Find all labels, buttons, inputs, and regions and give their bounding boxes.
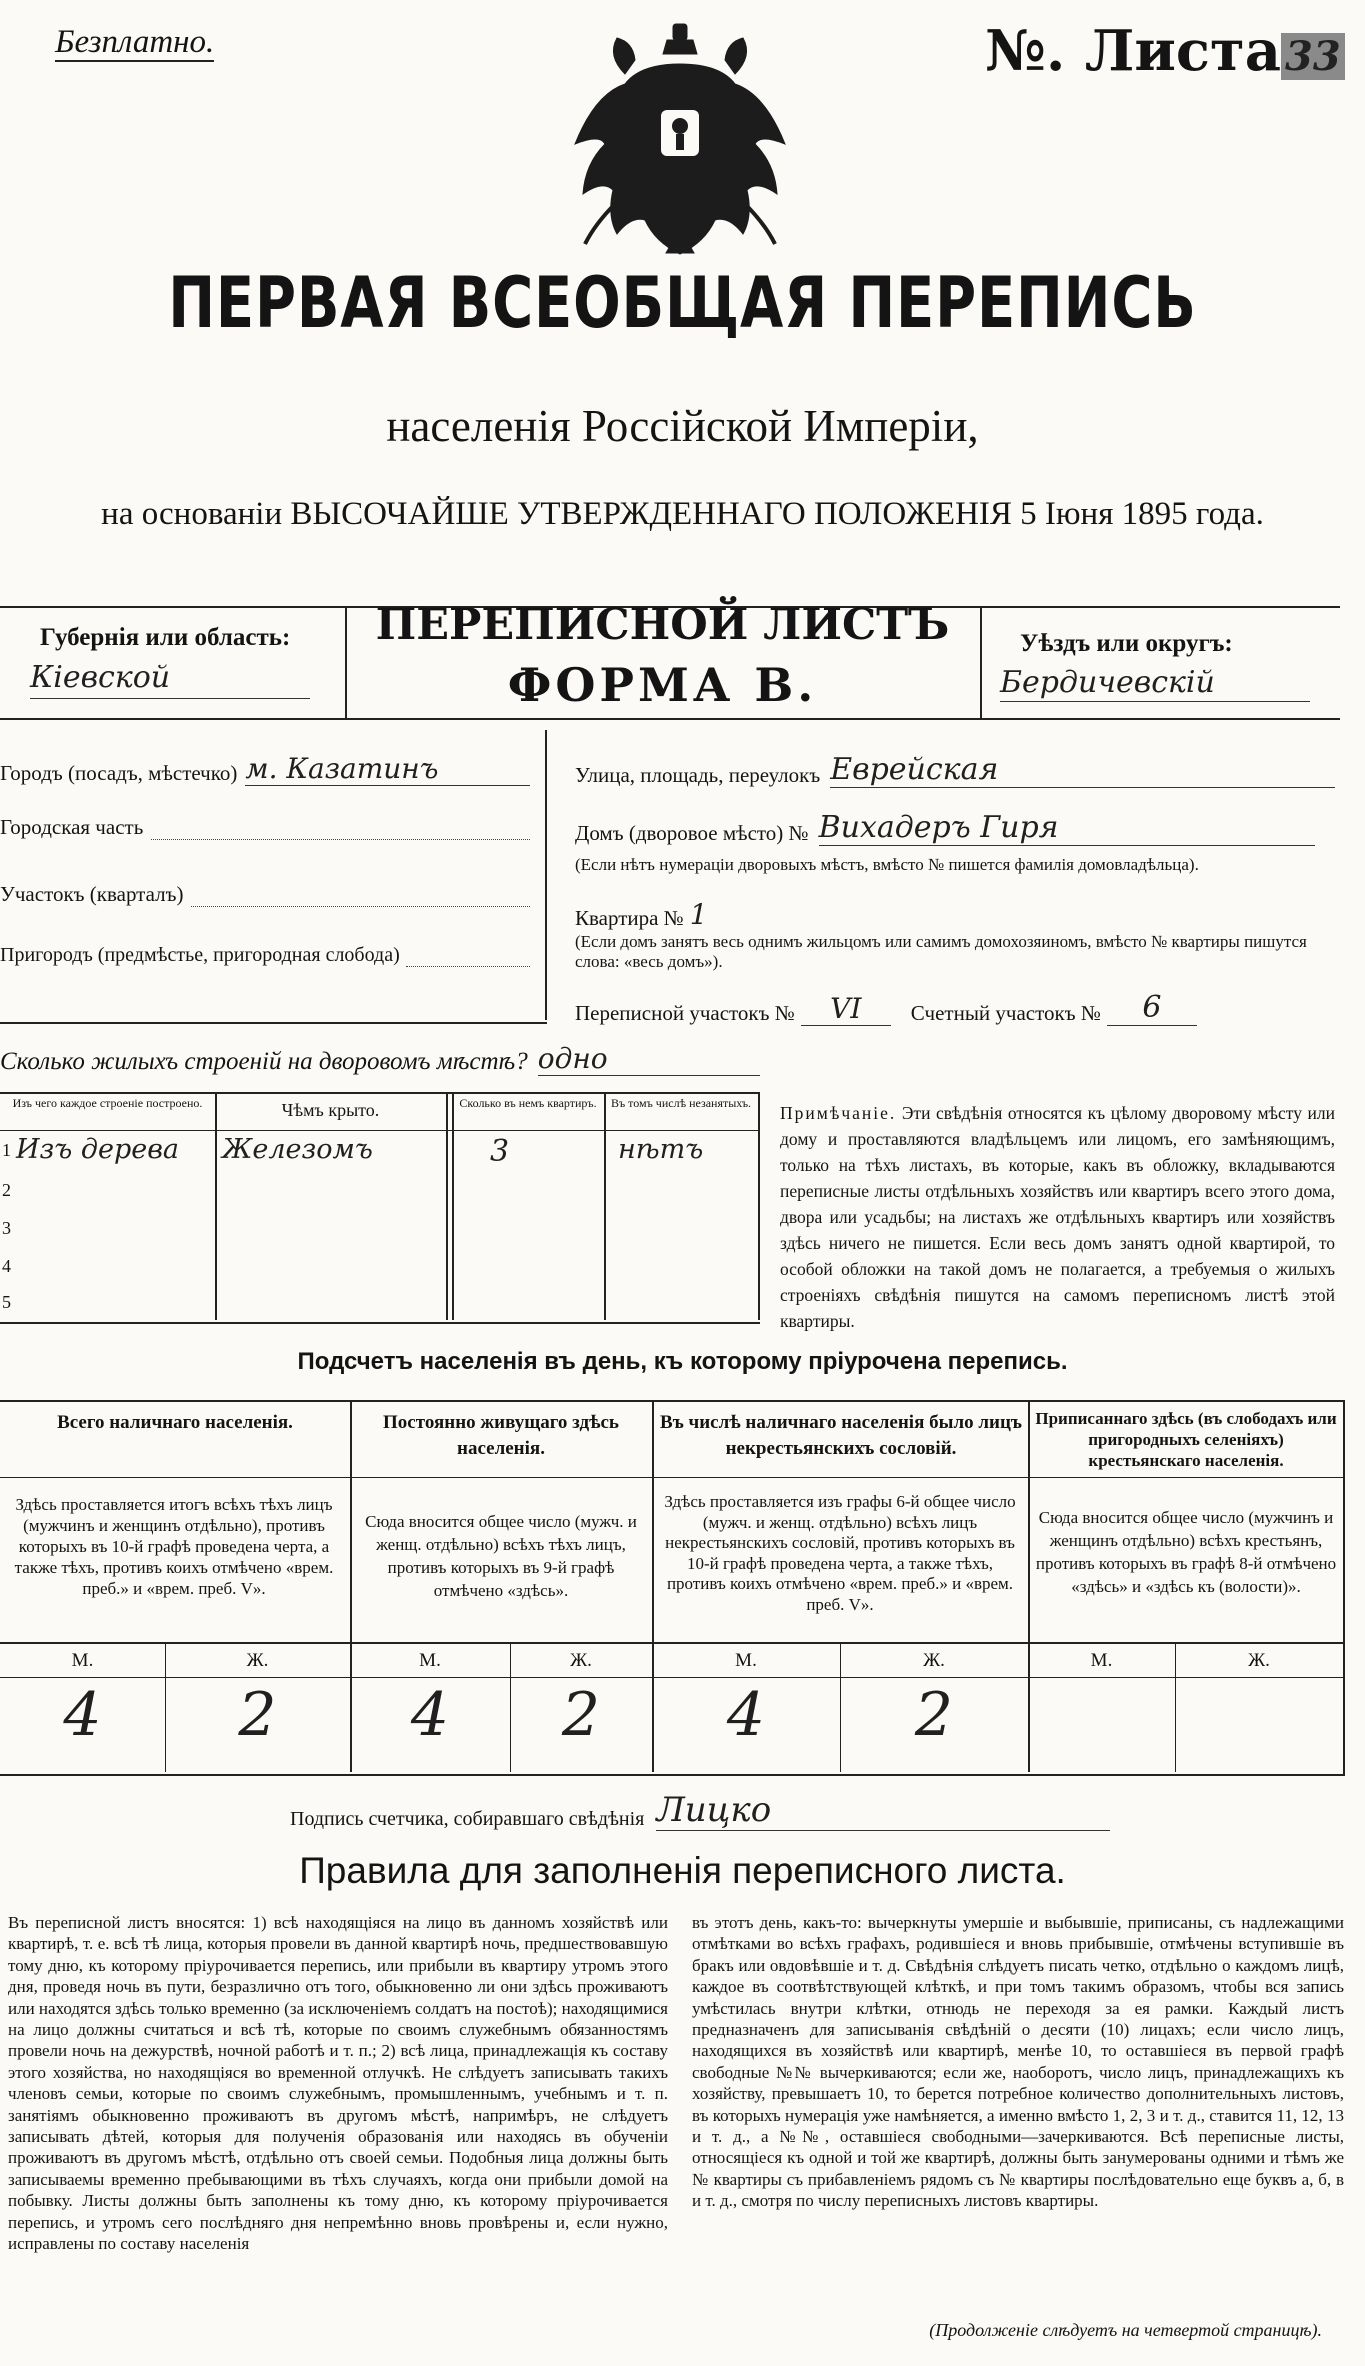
main-title: ПЕРВАЯ ВСЕОБЩАЯ ПЕРЕПИСЬ (168, 262, 1197, 344)
form-type: ФОРМА В. (507, 658, 818, 712)
rules-right-column: въ этотъ день, какъ-то: вычеркнуты умершіе и выбывшіе, приписаны, съ надлежащими отмѣтками во всѣхъ графахъ, родившіеся и вновь прибывшіе, отмѣчены вступившіе въ бракъ или овдовѣвшіе и т. д. Свѣдѣнія слѣдуетъ писать четко, отдѣльно о каждомъ лицѣ, каждое въ соотвѣтствующей клѣткѣ, и при томъ такимъ образомъ, чтобы вся запись умѣстилась внутри клѣтки, отнюдь не переходя за ея рамки. Каждый листъ предназначенъ для записыванія свѣдѣній о десяти (10) лицахъ; если число лицъ, находящихся въ хозяйствѣ или квартирѣ, менѣе 10, то оставшіеся въ первой графѣ свободные №№ вычеркиваются; если же, наоборотъ, число лицъ, принадлежащихъ къ хозяйству, превышаетъ 10, то берется потребное количество дополнительныхъ листовъ, въ которыхъ нумерація уже намѣняется, а именно вмѣсто 1, 2, 3 и т. д., ставится 11, 12, 13 и т. д., а №№, оставшіеся свободными—зачеркиваются. Всѣ переписные листы, относящіеся къ одной и той же квартирѣ, должны быть занумерованы одними и тѣмъ же № квартиры съ прибавленіемъ рядомъ съ № квартиры послѣдовательно еще буквъ а, б, в и т. д., смотря по числу переписныхъ листовъ квартиры. (692, 1913, 1344, 2211)
buildings-question: Сколько жилыхъ строеній на дворовомъ мѣстѣ? (0, 1048, 528, 1075)
buildings-answer: одно (538, 1042, 760, 1076)
count-table: Всего наличнаго населенія. Здѣсь проставляется итогъ всѣхъ тѣхъ лицъ (мужчинъ и женщинъ отдѣльно), противъ которыхъ въ 10-й графѣ проведена черта, а также тѣхъ, противъ коихъ отмѣчено «врем. преб.» и «врем. преб. V». М. Ж. 4 2 Постоянно живущаго здѣсь населенія. Сюда вносится общее число (мужч. и женщ. отдѣльно) всѣхъ тѣхъ лицъ, противъ которыхъ въ 9-й графѣ отмѣчено «здѣсь». М. Ж. 4 2 Въ числѣ наличнаго населенія было лицъ некрестьянскихъ сословій. Здѣсь проставляется изъ графы 6-й общее число (мужч. и женщ. отдѣльно) всѣхъ лицъ некрестьянскихъ сословій, противъ которыхъ въ 10-й графѣ проведена черта, а также тѣхъ, противъ коихъ отмѣчено «врем. преб.» и «врем. преб. V». М. Ж. 4 2 Приписаннаго здѣсь (въ слободахъ или пригородныхъ селеніяхъ) крестьянскаго населенія. Сюда вносится общее число (мужчинъ и женщинъ отдѣльно) всѣхъ крестьянъ, противъ которыхъ въ графѣ 8-й отмѣчено «здѣсь» и «здѣсь къ (волости)». М. Ж. (0, 1400, 1345, 1776)
apt-label: Квартира № (575, 906, 684, 930)
buildings-note (780, 1100, 1335, 1334)
count-heading: Подсчетъ населенія въ день, къ которому пріурочена перепись. (297, 1348, 1068, 1375)
note-head: Примѣчаніе. (780, 1103, 897, 1123)
census-district-row (575, 990, 1335, 1026)
district-row (0, 882, 530, 907)
census-district-value: VI (801, 992, 891, 1026)
count-district-label: Счетный участокъ № (910, 1001, 1101, 1025)
apt-row (575, 898, 1335, 931)
col-apts-head: Сколько въ немъ квартиръ. (459, 1096, 597, 1110)
count-col-2-text: Сюда вносится общее число (мужч. и женщ. отдѣльно) всѣхъ тѣхъ лицъ, противъ которыхъ въ 9-й графѣ отмѣчено «здѣсь». (365, 1512, 637, 1600)
apt-value: 1 (689, 898, 708, 931)
table-row: 1 Изъ дерева Железомъ 3 нѣтъ (2, 1134, 704, 1169)
count-col-2-f: 2 (561, 1680, 601, 1750)
city-row (0, 752, 530, 786)
rules-left-column: Въ переписной листъ вносятся: 1) всѣ находящіяся на лицо въ данномъ хозяйствѣ или квартирѣ, т. е. всѣ тѣ лица, которыя провели въ данной квартирѣ ночь, предшествовавшую тому дню, къ которому пріурочивается перепись, или прибыли въ квартиру утромъ этого дня, проведя ночь въ пути, безразлично отъ того, обыкновенно ли они здѣсь проживаютъ или находятся здѣсь только временно (за исключеніемъ солдатъ на постоѣ); находящимися на лицо должны считаться и всѣ тѣ, которые по своимъ служебнымъ обязанностямъ провели ночь на дежурствѣ, ночной работѣ и т. п.; 2) всѣ лица, принадлежащія къ составу этого хозяйства, но находящіяся во временной отлучкѣ. Не слѣдуетъ записывать такихъ членовъ семьи, которые по своимъ служебнымъ, промышленнымъ, учебнымъ и т. п. занятіямъ обыкновенно проживаютъ въ другомъ мѣстѣ, напримѣръ, не слѣдуетъ записывать дѣтей, которыя для полученія образованія или находясь въ обученіи проживаютъ въ другомъ мѣстѣ, отдѣльно отъ своей семьи. Подобныя лица должны быть записываемы временно пребывающими въ тѣхъ случаяхъ, когда они прибыли домой на побывку. Листы должны быть заполнены къ тому дню, къ которому пріурочивается перепись, и утромъ сего послѣдняго дня непремѣнно вновь провѣрены и, если нужно, исправлены по составу населенія (8, 1913, 668, 2254)
count-district-value: 6 (1107, 990, 1197, 1026)
signature-row (290, 1790, 1110, 1831)
sheet-number-value: 33 (1281, 33, 1345, 80)
table-row: 2 (2, 1180, 11, 1200)
house-value: Вихадеръ Гиря (819, 810, 1315, 846)
table-row: 5 (2, 1292, 11, 1312)
house-note: (Если нѣтъ нумераціи дворовыхъ мѣстъ, вмѣсто № пишется фамилія домовладѣльца). (575, 855, 1199, 874)
basis-line: на основаніи ВЫСОЧАЙШЕ УТВЕРЖДЕННАГО ПОЛОЖЕНІЯ 5 Іюня 1895 года. (101, 496, 1264, 532)
buildings-question-row (0, 1042, 760, 1076)
gubernia-label: Губернія или область: (40, 624, 291, 651)
table-row: 3 (2, 1218, 11, 1238)
subtitle: населенія Россійской Имперіи, (386, 401, 979, 451)
count-col-3-text: Здѣсь проставляется изъ графы 6-й общее число (мужч. и женщ. отдѣльно) всѣхъ лицъ некрестьянскихъ сословій, противъ которыхъ въ 10-й графѣ проведена черта, а также тѣхъ, противъ коихъ отмѣчено «врем. преб.» и «врем. преб. V». (664, 1492, 1016, 1614)
city-value: м. Казатинъ (245, 752, 530, 786)
count-col-3-m: 4 (726, 1680, 766, 1750)
sheet-number (985, 18, 1345, 84)
count-col-4-text: Сюда вносится общее число (мужчинъ и женщинъ отдѣльно) всѣхъ крестьянъ, противъ которыхъ въ графѣ 8-й отмѣчено «здѣсь» и «здѣсь къ (волости)». (1035, 1508, 1337, 1596)
buildings-table (0, 1092, 760, 1324)
free-label: Безплатно. (55, 24, 215, 60)
house-label: Домъ (дворовое мѣсто) № (575, 821, 809, 845)
count-col-1-text: Здѣсь проставляется итогъ всѣхъ тѣхъ лицъ (мужчинъ и женщинъ отдѣльно), противъ которыхъ въ 10-й графѣ проведена черта, а также тѣхъ, противъ коихъ отмѣчено «врем. преб.» и «врем. преб. V». (14, 1495, 334, 1598)
district-label: Участокъ (кварталъ) (0, 882, 184, 906)
rules-heading: Правила для заполненія переписного листа. (299, 1850, 1066, 1891)
suburb-row (0, 944, 530, 967)
house-row (575, 810, 1315, 846)
uezd-label: Уѣздъ или округъ: (1020, 630, 1233, 657)
uezd-value: Бердичевскій (1000, 665, 1310, 702)
street-row (575, 752, 1335, 788)
street-label: Улица, площадь, переулокъ (575, 763, 821, 787)
note-body: Эти свѣдѣнія относятся къ цѣлому дворовому мѣсту или дому и проставляются владѣльцемъ или лицомъ, его замѣняющимъ, только на тѣхъ листахъ, въ которые, какъ въ обложку, вкладываются переписные листы отдѣльныхъ хозяйствъ или квартиръ всего этого дома, двора или усадьбы; на листахъ же отдѣльныхъ квартиръ или хозяйствъ здѣсь ничего не пишется. Если весь домъ занятъ одной квартирой, то особой обложки на такой домъ не полагается, а требуемыя о жилыхъ строеніяхъ свѣдѣнія пишутся на самомъ переписномъ листѣ этой квартиры. (780, 1103, 1336, 1331)
census-district-label: Переписной участокъ № (575, 1001, 795, 1025)
col-material-head: Изъ чего каждое строеніе построено. (12, 1096, 203, 1110)
count-col-3-head: Въ числѣ наличнаго населенія было лицъ некрестьянскихъ сословій. (660, 1412, 1022, 1459)
count-col-1-f: 2 (238, 1680, 277, 1750)
city-part-label: Городская часть (0, 815, 144, 839)
table-row: 4 (2, 1256, 11, 1276)
gubernia-value: Кіевской (30, 660, 310, 699)
count-col-1-m: 4 (63, 1680, 102, 1750)
count-col-4-head: Приписаннаго здѣсь (въ слободахъ или пригородныхъ селеніяхъ) крестьянскаго населенія. (1035, 1409, 1337, 1470)
suburb-label: Пригородъ (предмѣстье, пригородная слобода) (0, 944, 400, 966)
rules-continued: (Продолженіе слѣдуетъ на четвертой страницѣ). (929, 2320, 1322, 2340)
count-col-2-m: 4 (410, 1680, 450, 1750)
count-col-2-head: Постоянно живущаго здѣсь населенія. (383, 1412, 619, 1459)
count-col-1-head: Всего наличнаго населенія. (57, 1412, 293, 1433)
col-roof-head: Чѣмъ крыто. (281, 1100, 380, 1120)
signature-value: Лицко (656, 1790, 1110, 1831)
city-part-row (0, 815, 530, 840)
signature-label: Подпись счетчика, собиравшаго свѣдѣнія (290, 1808, 645, 1830)
apt-note: (Если домъ занятъ весь однимъ жильцомъ или самимъ домохозяиномъ, вмѣсто № квартиры пишутся слова: «весь домъ»). (575, 932, 1307, 971)
count-col-3-f: 2 (914, 1680, 954, 1750)
street-value: Еврейская (830, 752, 1335, 788)
form-name: ПЕРЕПИСНОЙ ЛИСТЪ (375, 600, 950, 650)
double-headed-eagle-icon (555, 14, 805, 264)
sheet-number-label: №. Листа (985, 18, 1281, 84)
col-vacant-head: Въ томъ числѣ незанятыхъ. (610, 1096, 752, 1110)
city-label: Городъ (посадъ, мѣстечко) (0, 761, 238, 785)
